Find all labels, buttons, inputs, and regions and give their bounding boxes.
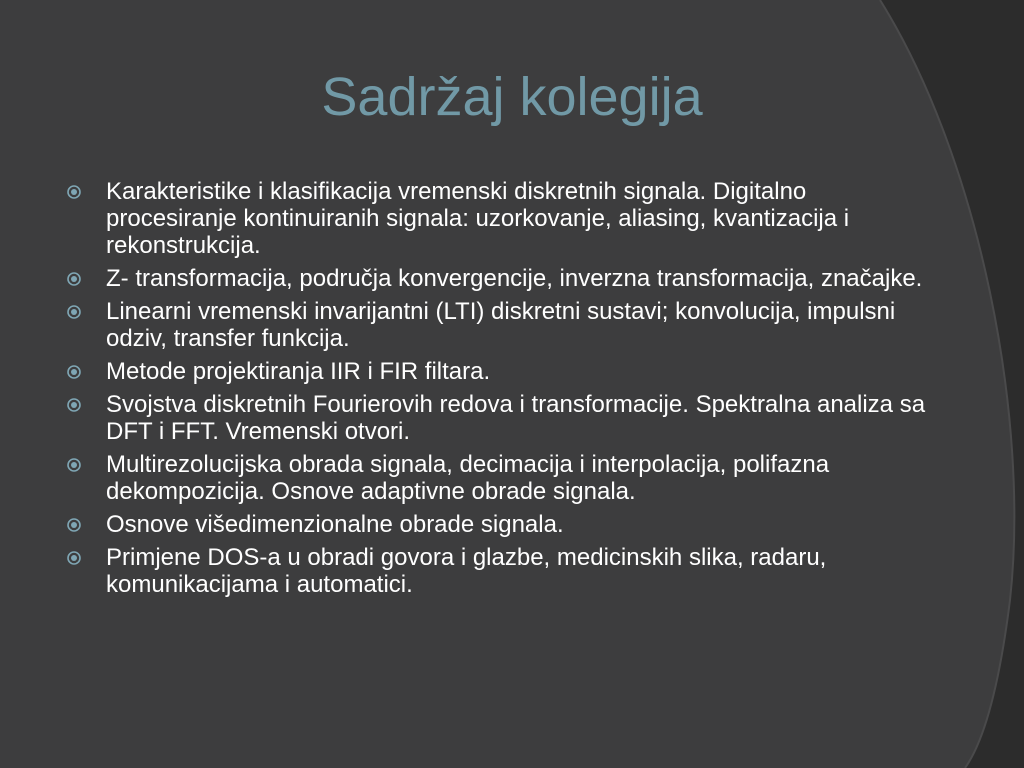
list-item-text: Metode projektiranja IIR i FIR filtara.: [106, 358, 491, 385]
circled-dot-icon: [66, 271, 82, 287]
bullet-list: [62, 178, 942, 604]
circled-dot-icon: [66, 397, 82, 413]
list-item: [62, 451, 942, 505]
circled-dot-icon: [66, 184, 82, 200]
list-item: [62, 544, 942, 598]
list-item: [62, 391, 942, 445]
list-item: [62, 265, 942, 292]
circled-dot-icon: [66, 550, 82, 566]
list-item-text: Linearni vremenski invarijantni (LTI) diskretni sustavi; konvolucija, impulsni odziv, transfer funkcija.: [106, 298, 896, 352]
circled-dot-icon: [66, 517, 82, 533]
list-item: [62, 298, 942, 352]
list-item: [62, 358, 942, 385]
list-item-text: Multirezolucijska obrada signala, decimacija i interpolacija, polifazna dekompozicija. Osnove adaptivne obrade signala.: [106, 451, 830, 505]
list-item: [62, 511, 942, 538]
circled-dot-icon: [66, 457, 82, 473]
circled-dot-icon: [66, 364, 82, 380]
list-item-text: Svojstva diskretnih Fourierovih redova i transformacije. Spektralna analiza sa DFT i FFT. Vremenski otvori.: [106, 391, 926, 445]
circled-dot-icon: [66, 304, 82, 320]
list-item-text: Osnove višedimenzionalne obrade signala.: [106, 511, 564, 538]
list-item-text: Karakteristike i klasifikacija vremenski diskretnih signala. Digitalno procesiranje kontinuiranih signala: uzorkovanje, aliasing, kvantizacija i rekonstrukcija.: [106, 178, 850, 259]
list-item-text: Z- transformacija, područja konvergencije, inverzna transformacija, značajke.: [106, 265, 923, 292]
list-item-text: Primjene DOS-a u obradi govora i glazbe, medicinskih slika, radaru, komunikacijama i automatici.: [106, 544, 827, 598]
slide-title: Sadržaj kolegija: [321, 67, 703, 127]
list-item: [62, 178, 942, 259]
